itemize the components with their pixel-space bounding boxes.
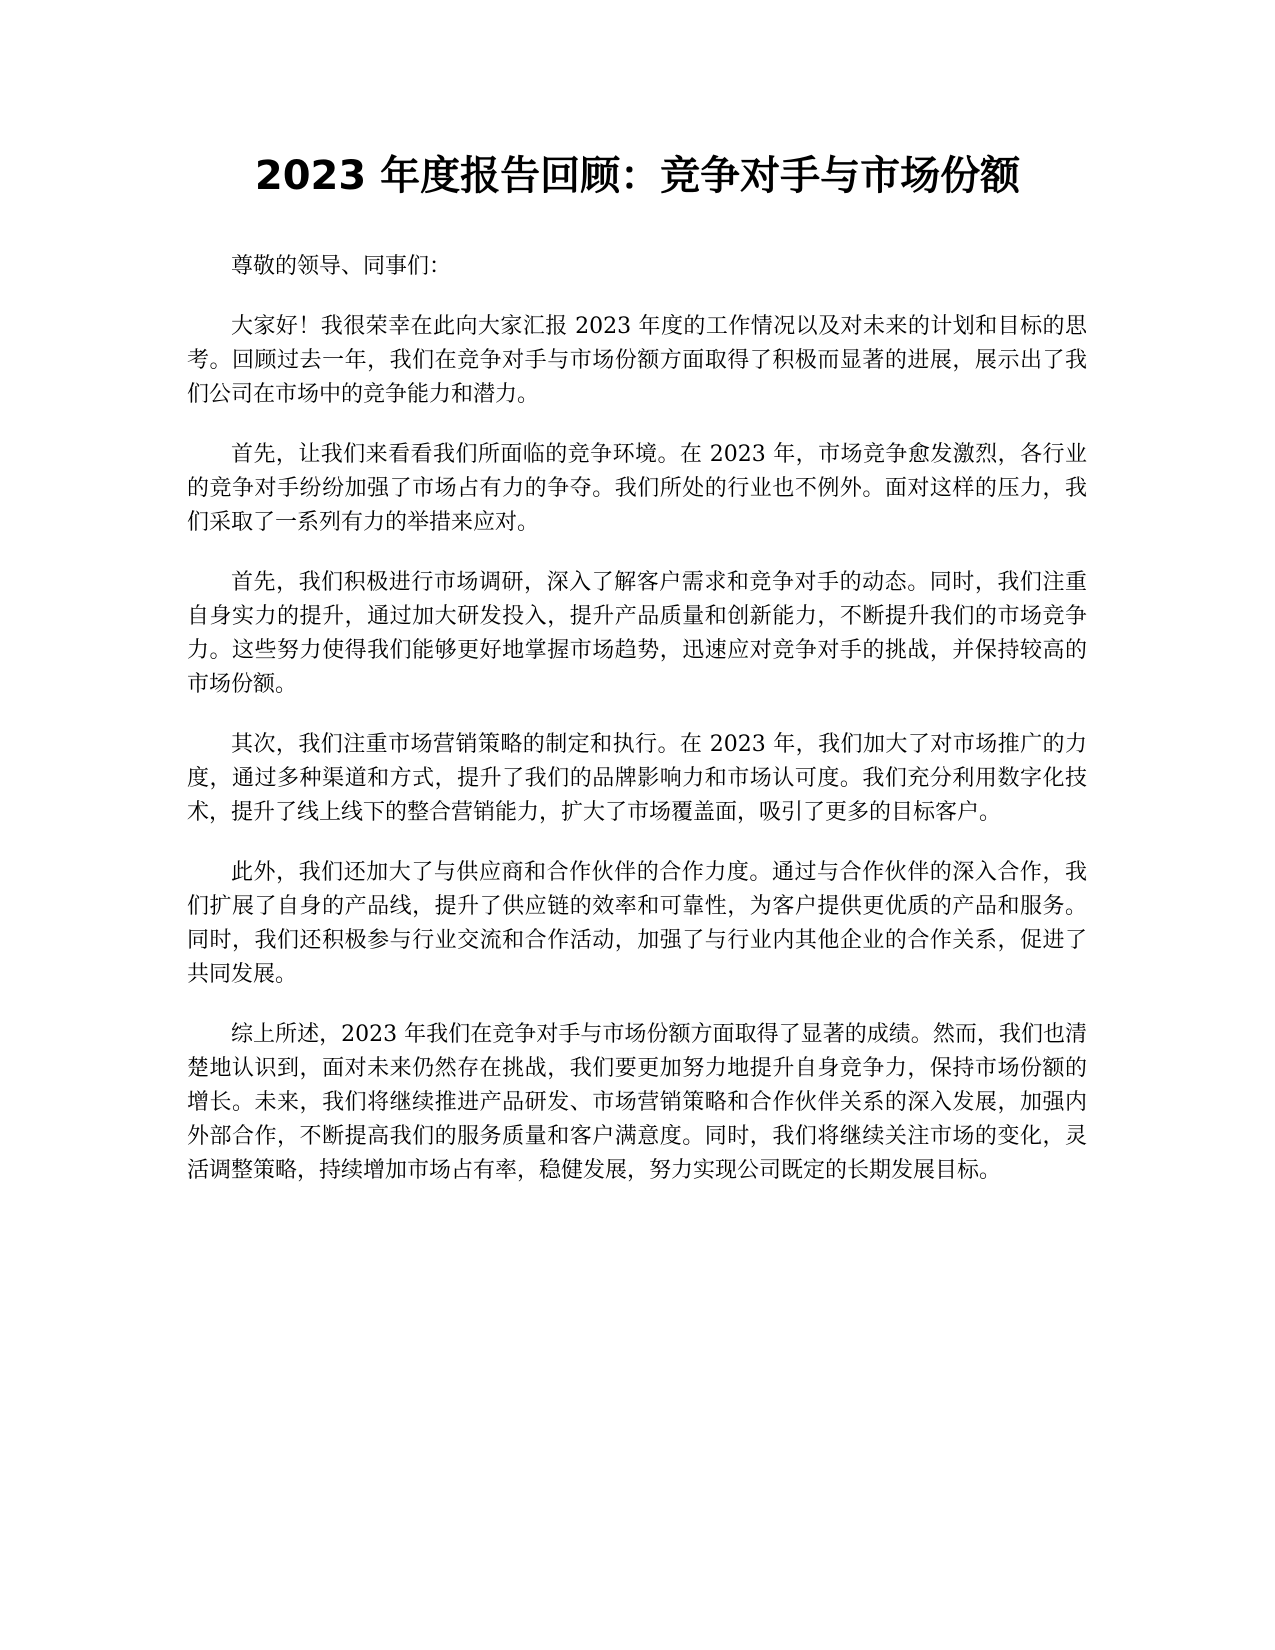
salutation-paragraph: 尊敬的领导、同事们： bbox=[231, 254, 452, 279]
competition-environment-paragraph: 首先，让我们来看看我们所面临的竞争环境。在 2023 年，市场竞争愈发激烈，各行业的竞争对手纷纷加强了市场占有力的争夺。我们所处的行业也不例外。面对这样的压力，我们采取了一系列有力的举措来应对。 bbox=[187, 442, 1087, 535]
document-body bbox=[187, 250, 1087, 1214]
marketing-strategy-paragraph: 其次，我们注重市场营销策略的制定和执行。在 2023 年，我们加大了对市场推广的力度，通过多种渠道和方式，提升了我们的品牌影响力和市场认可度。我们充分利用数字化技术，提升了线上线下的整合营销能力，扩大了市场覆盖面，吸引了更多的目标客户。 bbox=[187, 732, 1087, 825]
summary-paragraph: 综上所述，2023 年我们在竞争对手与市场份额方面取得了显著的成绩。然而，我们也清楚地认识到，面对未来仍然存在挑战，我们要更加努力地提升自身竞争力，保持市场份额的增长。未来，我们将继续推进产品研发、市场营销策略和合作伙伴关系的深入发展，加强内外部合作，不断提高我们的服务质量和客户满意度。同时，我们将继续关注市场的变化，灵活调整策略，持续增加市场占有率，稳健发展，努力实现公司既定的长期发展目标。 bbox=[187, 1022, 1087, 1183]
document-title: 2023 年度报告回顾：竞争对手与市场份额 bbox=[254, 153, 1021, 199]
partnership-paragraph: 此外，我们还加大了与供应商和合作伙伴的合作力度。通过与合作伙伴的深入合作，我们扩展了自身的产品线，提升了供应链的效率和可靠性，为客户提供更优质的产品和服务。同时，我们还积极参与行业交流和合作活动，加强了与行业内其他企业的合作关系，促进了共同发展。 bbox=[187, 860, 1087, 987]
intro-paragraph: 大家好！我很荣幸在此向大家汇报 2023 年度的工作情况以及对未来的计划和目标的思考。回顾过去一年，我们在竞争对手与市场份额方面取得了积极而显著的进展，展示出了我们公司在市场中的竞争能力和潜力。 bbox=[187, 314, 1087, 407]
market-research-paragraph: 首先，我们积极进行市场调研，深入了解客户需求和竞争对手的动态。同时，我们注重自身实力的提升，通过加大研发投入，提升产品质量和创新能力，不断提升我们的市场竞争力。这些努力使得我们能够更好地掌握市场趋势，迅速应对竞争对手的挑战，并保持较高的市场份额。 bbox=[187, 570, 1087, 697]
